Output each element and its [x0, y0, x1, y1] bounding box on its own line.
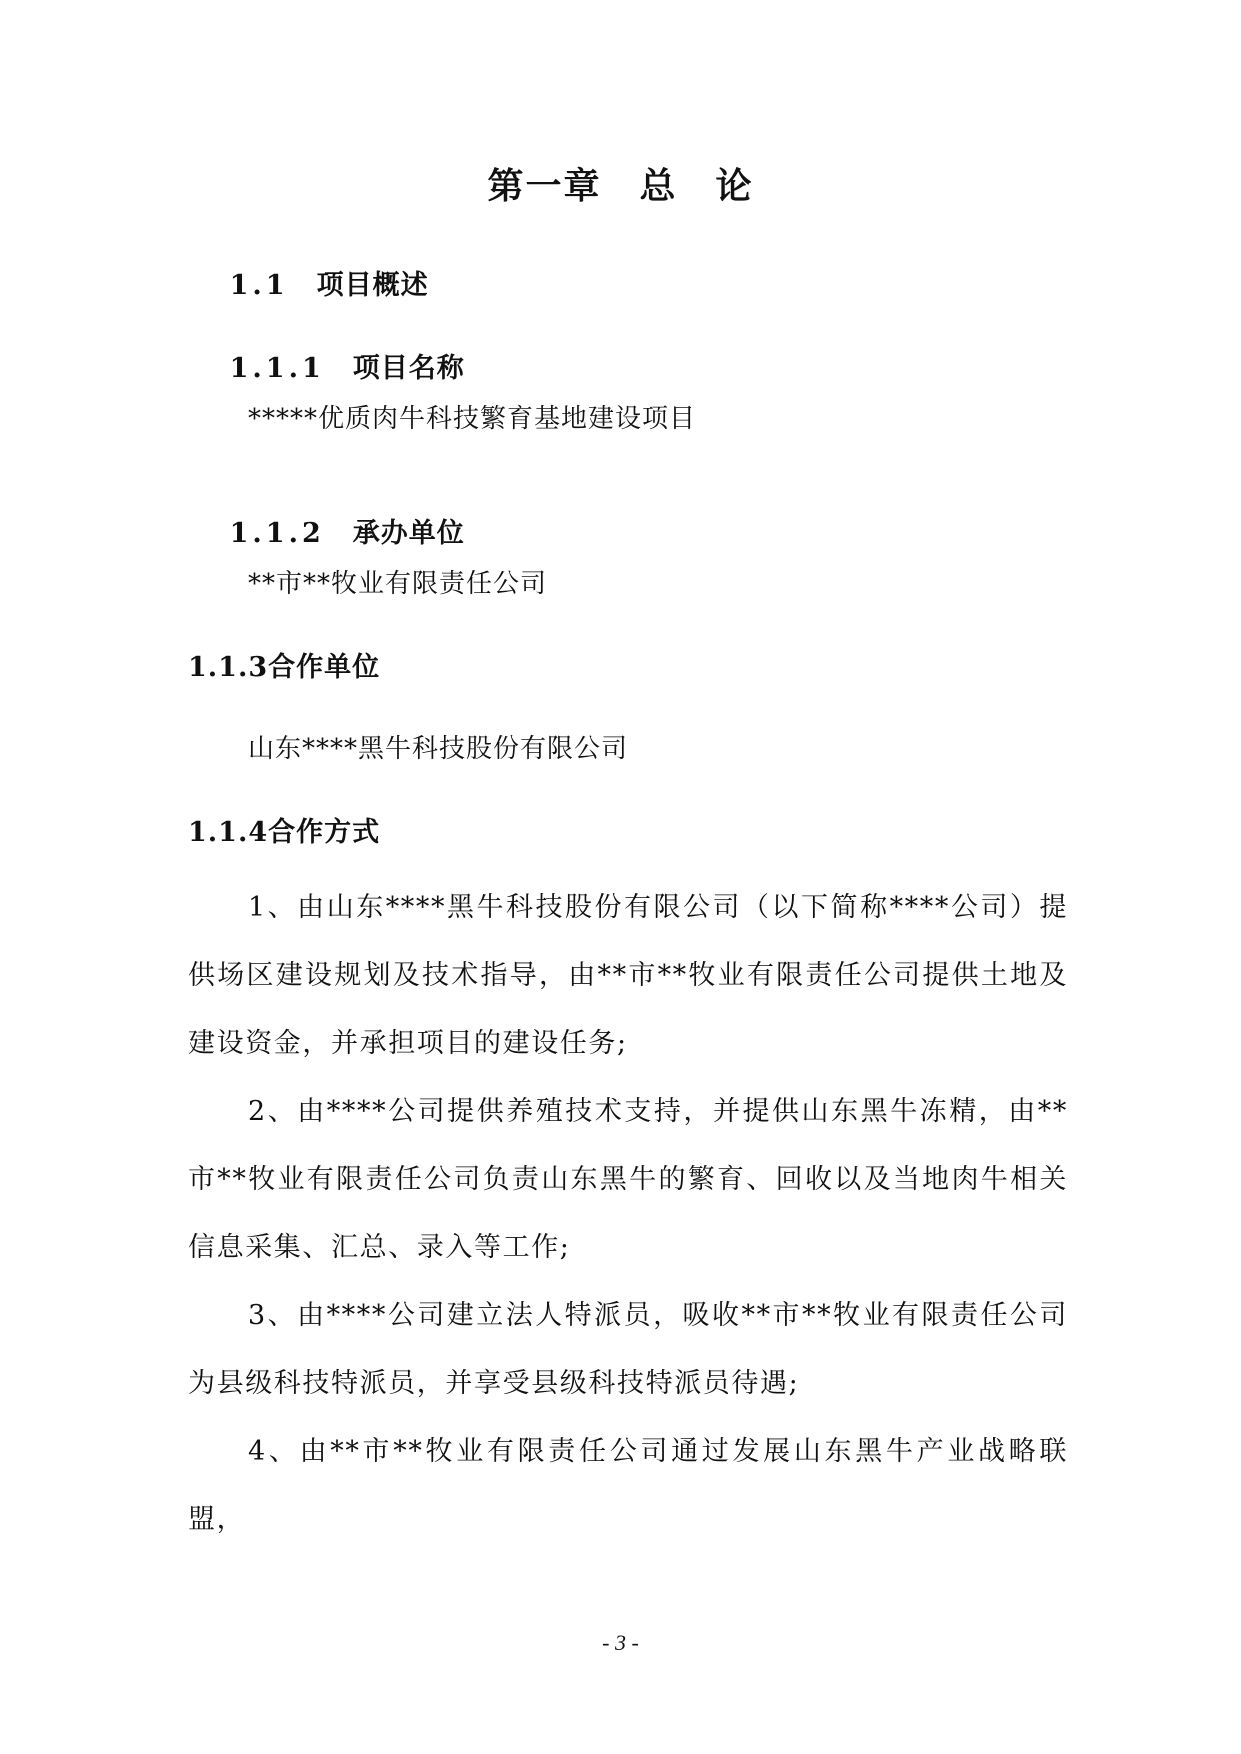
section-title: 项目概述 [316, 270, 429, 301]
host-organization-text: **市**牧业有限责任公司 [248, 569, 548, 599]
chapter-title: 第一章 总 论 [487, 165, 754, 207]
partner-organization-text: 山东****黑牛科技股份有限公司 [248, 734, 629, 764]
cooperation-item-1: 1、由山东****黑牛科技股份有限公司（以下简称****公司）提供场区建设规划及技术指导，由**市**牧业有限责任公司提供土地及建设资金，并承担项目的建设任务; [188, 892, 1068, 1059]
cooperation-item-2: 2、由****公司提供养殖技术支持，并提供山东黑牛冻精，由**市**牧业有限责任公司负责山东黑牛的繁育、回收以及当地肉牛相关信息采集、汇总、录入等工作; [188, 1096, 1068, 1263]
section-number: 1.1 [229, 270, 289, 301]
cooperation-item-4: 4、由**市**牧业有限责任公司通过发展山东黑牛产业战略联盟， [188, 1436, 1068, 1535]
section-title: 承办单位 [352, 518, 465, 549]
cooperation-items [188, 874, 1068, 1554]
section-number: 1.1.1 [229, 353, 325, 384]
section-heading-1-1-4: 1.1.4合作方式 [188, 817, 381, 848]
page-number: - 3 - [602, 1630, 639, 1655]
section-title: 项目名称 [352, 353, 465, 384]
section-number: 1.1.2 [229, 518, 325, 549]
project-name-text: *****优质肉牛科技繁育基地建设项目 [248, 404, 697, 434]
section-heading-1-1-3: 1.1.3合作单位 [188, 652, 381, 683]
cooperation-item-3: 3、由****公司建立法人特派员，吸收**市**牧业有限责任公司为县级科技特派员，并享受县级科技特派员待遇; [188, 1300, 1068, 1399]
